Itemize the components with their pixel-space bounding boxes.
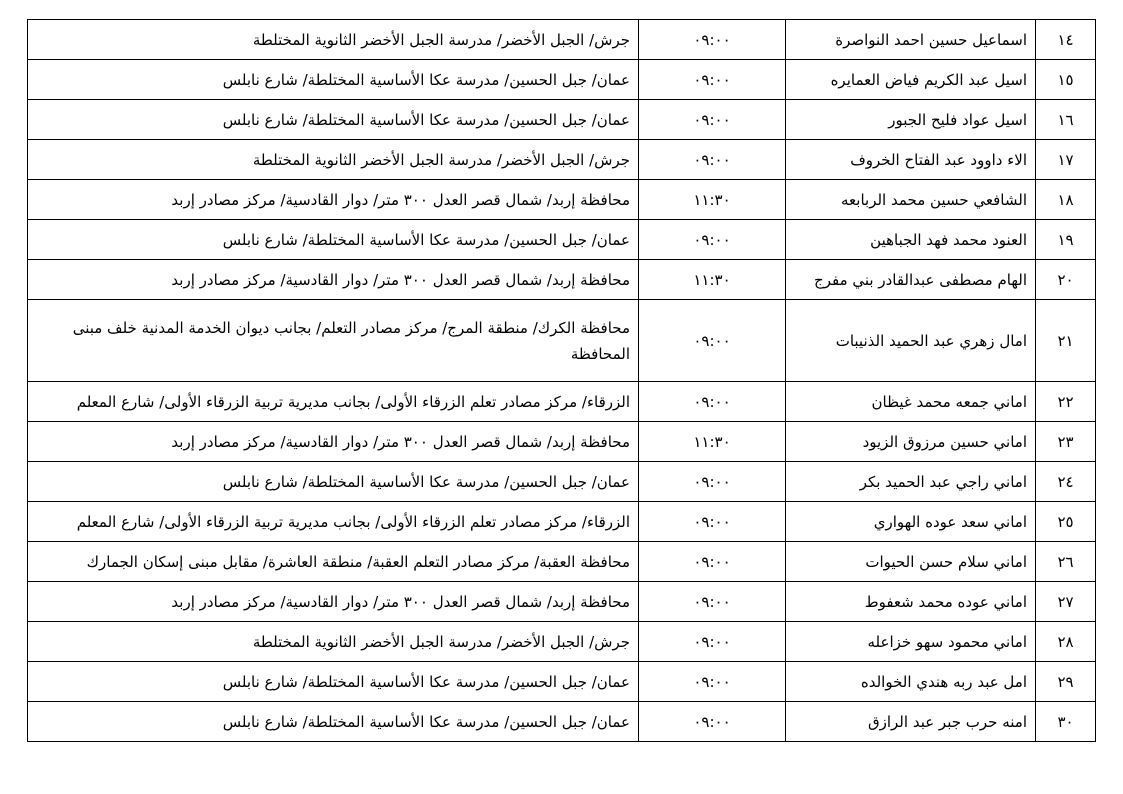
candidate-name: امال زهري عبد الحميد الذنيبات <box>786 300 1036 382</box>
exam-location: عمان/ جبل الحسين/ مدرسة عكا الأساسية المختلطة/ شارع نابلس <box>28 462 639 502</box>
table-row <box>28 100 1096 140</box>
candidate-name: امنه حرب جبر عبد الرازق <box>786 702 1036 742</box>
exam-time: ١١:٣٠ <box>639 260 786 300</box>
candidate-name: اسيل عبد الكريم فياض العمايره <box>786 60 1036 100</box>
table-row <box>28 502 1096 542</box>
row-number: ١٦ <box>1036 100 1096 140</box>
exam-time: ٠٩:٠٠ <box>639 220 786 260</box>
exam-time: ٠٩:٠٠ <box>639 462 786 502</box>
exam-time: ٠٩:٠٠ <box>639 622 786 662</box>
exam-schedule-sheet <box>27 19 1095 742</box>
table-row <box>28 20 1096 60</box>
table-row <box>28 582 1096 622</box>
candidate-name: الهام مصطفى عبدالقادر بني مفرج <box>786 260 1036 300</box>
candidate-name: اماني عوده محمد شعفوط <box>786 582 1036 622</box>
row-number: ١٧ <box>1036 140 1096 180</box>
table-row <box>28 60 1096 100</box>
table-row <box>28 220 1096 260</box>
row-number: ٢٤ <box>1036 462 1096 502</box>
row-number: ١٥ <box>1036 60 1096 100</box>
exam-location: عمان/ جبل الحسين/ مدرسة عكا الأساسية المختلطة/ شارع نابلس <box>28 60 639 100</box>
candidate-name: اسماعيل حسين احمد النواصرة <box>786 20 1036 60</box>
candidate-name: اماني سعد عوده الهواري <box>786 502 1036 542</box>
exam-location: جرش/ الجبل الأخضر/ مدرسة الجبل الأخضر الثانوية المختلطة <box>28 20 639 60</box>
table-row <box>28 462 1096 502</box>
exam-location: محافظة الكرك/ منطقة المرج/ مركز مصادر التعلم/ بجانب ديوان الخدمة المدنية خلف مبنى المحافظة <box>28 300 639 382</box>
exam-time: ٠٩:٠٠ <box>639 140 786 180</box>
table-row <box>28 422 1096 462</box>
exam-time: ٠٩:٠٠ <box>639 20 786 60</box>
table-row <box>28 622 1096 662</box>
row-number: ٢٦ <box>1036 542 1096 582</box>
table-row <box>28 300 1096 382</box>
candidate-name: الاء داوود عبد الفتاح الخروف <box>786 140 1036 180</box>
table-row <box>28 702 1096 742</box>
row-number: ١٩ <box>1036 220 1096 260</box>
exam-location: جرش/ الجبل الأخضر/ مدرسة الجبل الأخضر الثانوية المختلطة <box>28 622 639 662</box>
exam-location: عمان/ جبل الحسين/ مدرسة عكا الأساسية المختلطة/ شارع نابلس <box>28 662 639 702</box>
candidate-name: اماني حسين مرزوق الزيود <box>786 422 1036 462</box>
candidate-name: اماني سلام حسن الحيوات <box>786 542 1036 582</box>
exam-time: ٠٩:٠٠ <box>639 100 786 140</box>
exam-time: ٠٩:٠٠ <box>639 502 786 542</box>
exam-time: ٠٩:٠٠ <box>639 382 786 422</box>
exam-time: ١١:٣٠ <box>639 180 786 220</box>
row-number: ١٨ <box>1036 180 1096 220</box>
exam-location: محافظة إربد/ شمال قصر العدل ٣٠٠ متر/ دوار القادسية/ مركز مصادر إربد <box>28 180 639 220</box>
row-number: ٢٢ <box>1036 382 1096 422</box>
candidate-name: العنود محمد فهد الجباهين <box>786 220 1036 260</box>
table-row <box>28 542 1096 582</box>
exam-time: ٠٩:٠٠ <box>639 662 786 702</box>
candidate-name: اماني محمود سهو خزاعله <box>786 622 1036 662</box>
exam-time: ٠٩:٠٠ <box>639 582 786 622</box>
candidate-name: الشافعي حسين محمد الربابعه <box>786 180 1036 220</box>
exam-location: جرش/ الجبل الأخضر/ مدرسة الجبل الأخضر الثانوية المختلطة <box>28 140 639 180</box>
exam-time: ٠٩:٠٠ <box>639 542 786 582</box>
table-row <box>28 260 1096 300</box>
exam-location: محافظة إربد/ شمال قصر العدل ٣٠٠ متر/ دوار القادسية/ مركز مصادر إربد <box>28 260 639 300</box>
row-number: ٢١ <box>1036 300 1096 382</box>
table-row <box>28 382 1096 422</box>
exam-location: عمان/ جبل الحسين/ مدرسة عكا الأساسية المختلطة/ شارع نابلس <box>28 220 639 260</box>
table-row <box>28 140 1096 180</box>
candidate-name: امل عبد ربه هندي الخوالده <box>786 662 1036 702</box>
row-number: ١٤ <box>1036 20 1096 60</box>
exam-location: محافظة إربد/ شمال قصر العدل ٣٠٠ متر/ دوار القادسية/ مركز مصادر إربد <box>28 582 639 622</box>
exam-location: عمان/ جبل الحسين/ مدرسة عكا الأساسية المختلطة/ شارع نابلس <box>28 702 639 742</box>
candidates-table <box>27 19 1096 742</box>
table-row <box>28 180 1096 220</box>
exam-location: الزرقاء/ مركز مصادر تعلم الزرقاء الأولى/ بجانب مديرية تربية الزرقاء الأولى/ شارع المعلم <box>28 382 639 422</box>
exam-location: الزرقاء/ مركز مصادر تعلم الزرقاء الأولى/ بجانب مديرية تربية الزرقاء الأولى/ شارع المعلم <box>28 502 639 542</box>
table-row <box>28 662 1096 702</box>
row-number: ٢٣ <box>1036 422 1096 462</box>
exam-location: عمان/ جبل الحسين/ مدرسة عكا الأساسية المختلطة/ شارع نابلس <box>28 100 639 140</box>
row-number: ٢٠ <box>1036 260 1096 300</box>
row-number: ٢٨ <box>1036 622 1096 662</box>
row-number: ٢٩ <box>1036 662 1096 702</box>
candidate-name: اسيل عواد فليح الجبور <box>786 100 1036 140</box>
exam-time: ١١:٣٠ <box>639 422 786 462</box>
row-number: ٢٥ <box>1036 502 1096 542</box>
exam-time: ٠٩:٠٠ <box>639 702 786 742</box>
exam-time: ٠٩:٠٠ <box>639 60 786 100</box>
exam-time: ٠٩:٠٠ <box>639 300 786 382</box>
row-number: ٢٧ <box>1036 582 1096 622</box>
candidate-name: اماني راجي عبد الحميد بكر <box>786 462 1036 502</box>
exam-location: محافظة إربد/ شمال قصر العدل ٣٠٠ متر/ دوار القادسية/ مركز مصادر إربد <box>28 422 639 462</box>
row-number: ٣٠ <box>1036 702 1096 742</box>
candidate-name: اماني جمعه محمد غيظان <box>786 382 1036 422</box>
exam-location: محافظة العقبة/ مركز مصادر التعلم العقبة/ منطقة العاشرة/ مقابل مبنى إسكان الجمارك <box>28 542 639 582</box>
